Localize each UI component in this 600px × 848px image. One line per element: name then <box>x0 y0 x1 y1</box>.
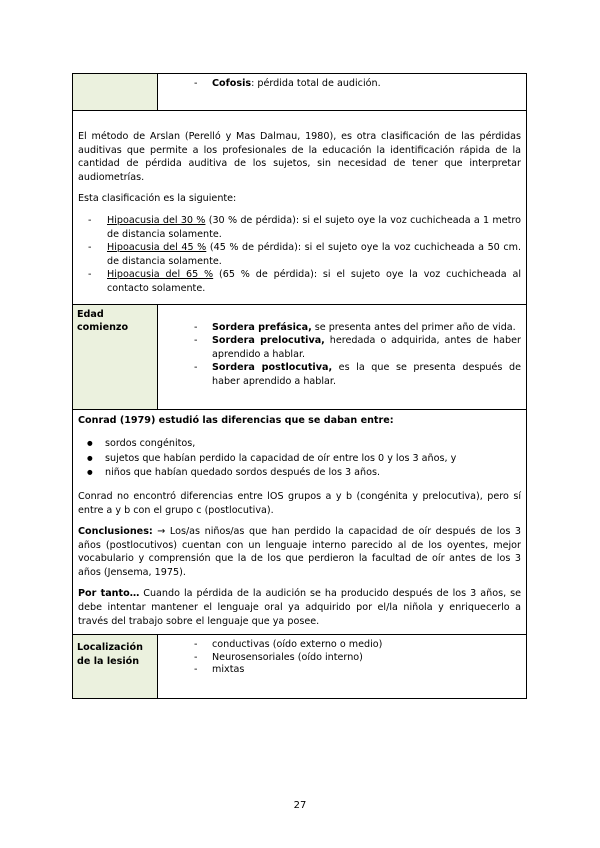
edad-label-line1: Edad <box>77 308 104 320</box>
conrad-list <box>78 437 521 480</box>
page-number: 27 <box>293 800 307 811</box>
localizacion-label-line2: de la lesión <box>77 655 140 667</box>
list-item: ● sujetos que habían perdido la capacidad de oír entre los 0 y los 3 años, y <box>78 452 521 466</box>
conclusiones-label: Conclusiones: <box>78 526 153 538</box>
edad-content-cell <box>158 304 527 409</box>
conrad-heading: Conrad (1979) estudió las diferencias que se daban entre: <box>78 414 394 426</box>
arslan-lead: Esta clasificación es la siguiente: <box>78 193 237 205</box>
list-item: ● niños que habían quedado sordos después de los 3 años. <box>78 466 521 480</box>
cofosis-row <box>73 74 527 111</box>
conclusiones-text: → Los/as niños/as que han perdido la capacidad de oír después de los 3 años (postlocutivos) cuentan con un lenguaje interno parecido al de los oyentes, mejor vocabulario y comprensión que la de los que perdieron la facultad de oír antes de los 3 años (Jensema, 1975). <box>78 526 521 578</box>
arslan-intro: El método de Arslan (Perelló y Mas Dalmau, 1980), es otra clasificación de las pérdidas auditivas que permite a los profesionales de la educación la identificación rápida de la cantidad de pérdida auditiva de los sujetos, sin necesidad de tener que interpretar audiometrías. <box>78 131 521 183</box>
list-item <box>78 214 521 241</box>
arslan-list <box>78 214 521 296</box>
portanto-text: Cuando la pérdida de la audición se ha producido después de los 3 años, se debe intentar mantener el lenguaje oral ya adquirido por el/la niñola y enriquecerlo a través del trabajo sobre el lenguaje que ya posee. <box>78 588 521 627</box>
list-item: - mixtas <box>170 664 521 677</box>
edad-row <box>73 304 527 409</box>
list-item: ● sordos congénitos, <box>78 437 521 451</box>
arslan-row <box>73 111 527 305</box>
edad-term: Sordera prelocutiva, <box>212 335 325 347</box>
localizacion-list <box>170 639 521 677</box>
cofosis-list <box>170 77 521 91</box>
conclusiones-paragraph <box>78 525 521 579</box>
list-item: - conductivas (oído externo o medio) <box>170 639 521 652</box>
edad-term: Sordera prefásica, <box>212 321 312 333</box>
cofosis-text: : pérdida total de audición. <box>251 78 381 89</box>
cofosis-label-cell <box>73 74 158 111</box>
arslan-term: Hipoacusia del 65 % <box>107 269 214 281</box>
localizacion-label-cell <box>73 635 158 699</box>
edad-label-line2: comienzo <box>77 322 129 334</box>
arslan-text: (45 % de pérdida): si el sujeto oye la voz cuchicheada a 50 cm. de distancia solamente. <box>107 242 522 267</box>
edad-text: se presenta antes del primer año de vida. <box>311 321 516 333</box>
localizacion-content-cell <box>158 635 527 699</box>
conrad-cell <box>73 409 527 635</box>
conrad-paragraph: Conrad no encontró diferencias entre lOS grupos a y b (congénita y prelocutiva), pero sí entre a y b con el grupo c (postlocutiva). <box>78 490 521 516</box>
edad-term: Sordera postlocutiva, <box>212 362 333 374</box>
list-item <box>170 321 521 335</box>
arslan-cell <box>73 111 527 305</box>
list-item <box>78 268 521 295</box>
portanto-label: Por tanto… <box>78 588 140 600</box>
list-item <box>170 334 521 361</box>
cofosis-content-cell <box>158 74 527 111</box>
list-item <box>170 77 521 91</box>
localizacion-row <box>73 635 527 699</box>
edad-text: es la que se presenta después de haber aprendido a hablar. <box>212 362 521 387</box>
list-item: - Neurosensoriales (oído interno) <box>170 652 521 665</box>
cofosis-term: Cofosis <box>212 78 252 89</box>
edad-label-cell <box>73 304 158 409</box>
edad-text: heredada o adquirida, antes de haber aprendido a hablar. <box>212 335 521 360</box>
arslan-term: Hipoacusia del 45 % <box>107 242 207 254</box>
conrad-row <box>73 409 527 635</box>
arslan-text: (65 % de pérdida): si el sujeto oye la voz cuchicheada al contacto solamente. <box>107 269 522 294</box>
list-item <box>78 241 521 268</box>
edad-list <box>170 321 521 389</box>
content-table <box>72 73 527 699</box>
arslan-text: (30 % de pérdida): si el sujeto oye la voz cuchicheada a 1 metro de distancia solamente. <box>107 214 521 240</box>
list-item <box>170 361 521 388</box>
arslan-term: Hipoacusia del 30 % <box>107 214 206 226</box>
portanto-paragraph <box>78 587 521 628</box>
localizacion-label-line1: Localización <box>77 642 143 654</box>
